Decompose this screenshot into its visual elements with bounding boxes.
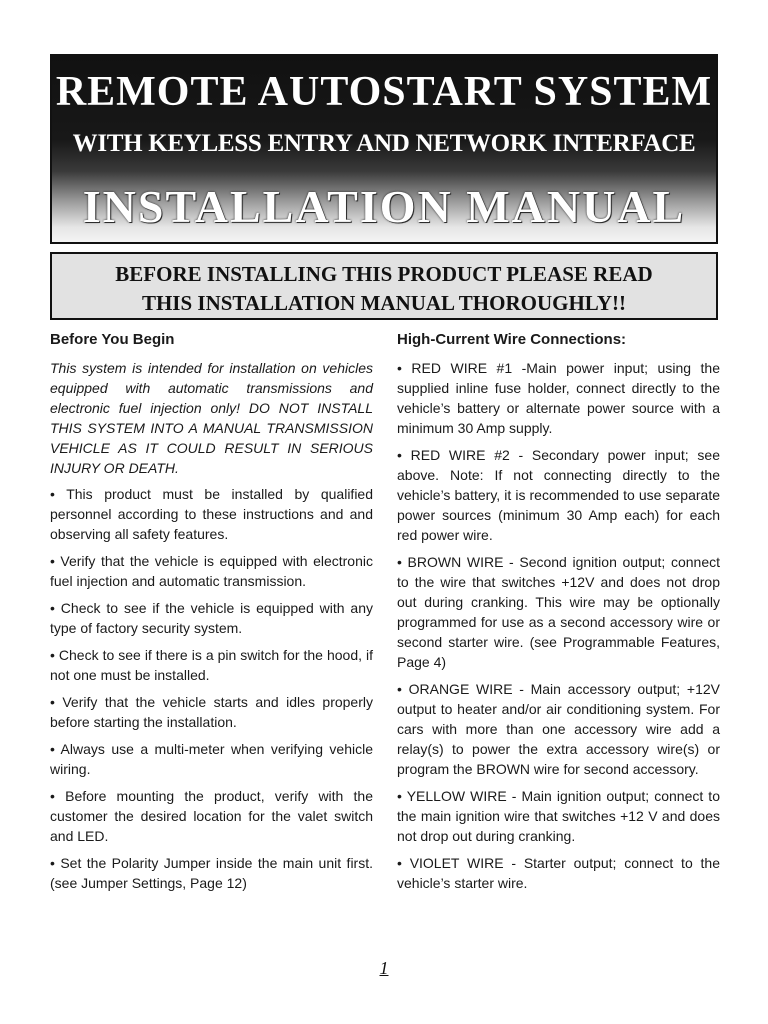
list-item: • YELLOW WIRE - Main ignition output; connect to the main ignition wire that switches +12 V and does not drop out during cranking. — [397, 788, 720, 844]
list-item: • Set the Polarity Jumper inside the main unit first. (see Jumper Settings, Page 12) — [50, 855, 373, 891]
list-item: • VIOLET WIRE - Starter output; connect to the vehicle’s starter wire. — [397, 855, 720, 891]
list-item: • This product must be installed by qualified personnel according to these instructions and and observing all safety features. — [50, 486, 373, 542]
left-column — [50, 330, 373, 900]
notice-box — [50, 252, 718, 320]
section-heading-before-you-begin: Before You Begin — [50, 331, 175, 348]
notice-line-2: THIS INSTALLATION MANUAL THOROUGHLY!! — [141, 291, 627, 315]
notice-line-1: BEFORE INSTALLING THIS PRODUCT PLEASE READ — [115, 262, 653, 286]
warning-paragraph: This system is intended for installation on vehicles equipped with automatic transmissions and electronic fuel injection only! DO NOT INSTALL THIS SYSTEM INTO A MANUAL TRANSMISSION VEHICLE AS IT COULD RESULT IN SERIOUS INJURY OR DEATH. — [50, 360, 373, 476]
list-item: • Verify that the vehicle starts and idles properly before starting the installation. — [50, 694, 373, 730]
list-item: • Always use a multi-meter when verifying vehicle wiring. — [50, 741, 373, 777]
list-item: • RED WIRE #2 - Secondary power input; see above. Note: If not connecting directly to the vehicle’s battery, it is recommended to use separate power sources (minimum 30 Amp each) for each red power wire. — [397, 447, 720, 543]
list-item: • ORANGE WIRE - Main accessory output; +12V output to heater and/or air conditioning system. For cars with more than one accessory wire add a relay(s) to power the extra accessory wire(s) or program the BROWN wire for second accessory. — [397, 681, 720, 777]
list-item: • BROWN WIRE - Second ignition output; connect to the wire that switches +12V and does not drop out during cranking. This wire may be optionally programmed for use as a second accessory wire or second starter wire. (see Programmable Features, Page 4) — [397, 554, 720, 670]
list-item: • Check to see if there is a pin switch for the hood, if not one must be installed. — [50, 647, 373, 683]
section-heading-wire-connections: High-Current Wire Connections: — [397, 331, 627, 348]
document-title: REMOTE AUTOSTART SYSTEM — [55, 69, 713, 115]
document-subtitle: WITH KEYLESS ENTRY AND NETWORK INTERFACE — [72, 130, 696, 157]
list-item: • Before mounting the product, verify with the customer the desired location for the valet switch and LED. — [50, 788, 373, 844]
list-item: • RED WIRE #1 -Main power input; using the supplied inline fuse holder, connect directly to the vehicle’s battery or alternate power source with a minimum 30 Amp supply. — [397, 360, 720, 436]
list-item: • Verify that the vehicle is equipped with electronic fuel injection and automatic transmission. — [50, 553, 373, 589]
page-number: 1 — [379, 958, 389, 978]
right-column — [397, 330, 720, 900]
title-banner — [50, 54, 718, 244]
manual-title: INSTALLATION MANUAL — [82, 181, 686, 232]
list-item: • Check to see if the vehicle is equipped with any type of factory security system. — [50, 600, 373, 636]
